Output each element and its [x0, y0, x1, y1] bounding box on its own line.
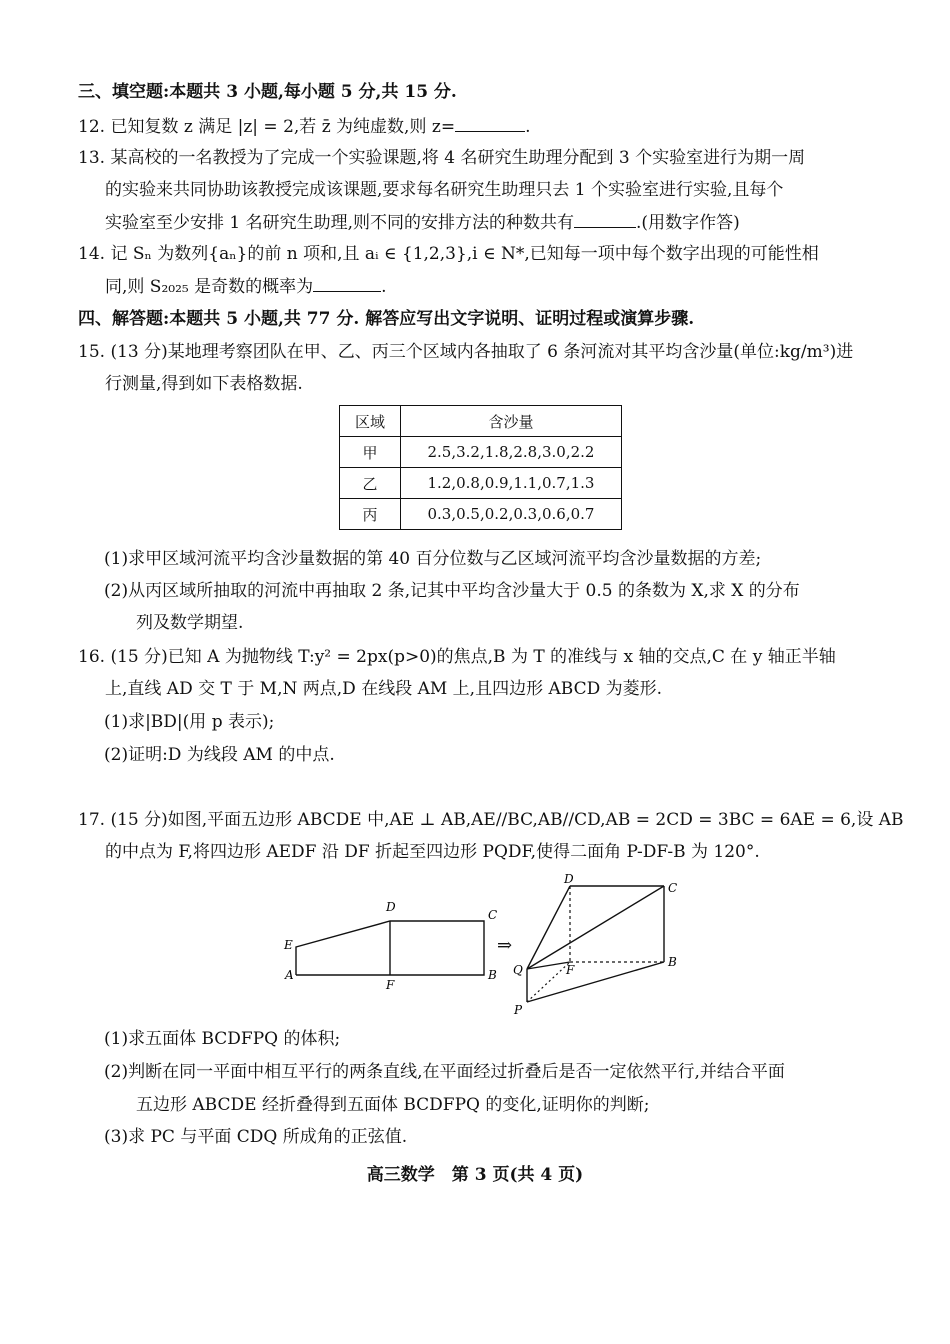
q13-line2: 的实验来共同协助该教授完成该课题,要求每名研究生助理只去 1 个实验室进行实验,且每个: [105, 180, 784, 200]
section4-heading: 四、解答题:本题共 5 小题,共 77 分. 解答应写出文字说明、证明过程或演算步骤.: [78, 309, 695, 329]
table-header: 含沙量: [401, 406, 622, 437]
label-d: D: [386, 900, 396, 914]
q17-line2: 的中点为 F,将四边形 AEDF 沿 DF 折起至四边形 PQDF,使得二面角 P-DF-B 为 120°.: [105, 842, 760, 862]
q17-part2a: (2)判断在同一平面中相互平行的两条直线,在平面经过折叠后是否一定依然平行,并结合平面: [104, 1062, 785, 1082]
q14-line2b: .: [381, 277, 387, 297]
question-12: [78, 114, 530, 139]
q13-line1: 13. 某高校的一名教授为了完成一个实验课题,将 4 名研究生助理分配到 3 个实验室进行为期一周: [78, 148, 806, 168]
answer-blank: [574, 210, 636, 228]
q16-part1: (1)求|BD|(用 p 表示);: [104, 712, 275, 732]
label-f: F: [566, 963, 575, 977]
q15-part2b: 列及数学期望.: [136, 613, 244, 633]
q16-line2: 上,直线 AD 交 T 于 M,N 两点,D 在线段 AM 上,且四边形 ABCD 为菱形.: [105, 679, 663, 699]
edge-qc: [527, 886, 664, 969]
q17-part1: (1)求五面体 BCDFPQ 的体积;: [104, 1029, 341, 1049]
q15-part1: (1)求甲区域河流平均含沙量数据的第 40 百分位数与乙区域河流平均含沙量数据的方差;: [104, 549, 762, 569]
q16-part2: (2)证明:D 为线段 AM 的中点.: [104, 745, 335, 765]
table-cell: 乙: [340, 468, 401, 499]
q13-line3b: .(用数字作答): [636, 213, 740, 233]
label-e: E: [284, 938, 293, 952]
q14-line1: 14. 记 Sₙ 为数列{aₙ}的前 n 项和,且 aᵢ ∈ {1,2,3},i ∈ N*,已知每一项中每个数字出现的可能性相: [78, 244, 819, 264]
table-cell: 丙: [340, 499, 401, 530]
q17-line1: 17. (15 分)如图,平面五边形 ABCDE 中,AE ⊥ AB,AE//BC,AB//CD,AB = 2CD = 3BC = 6AE = 6,设 AB: [78, 810, 904, 830]
answer-blank: [455, 114, 525, 132]
q14-line2: [105, 274, 387, 299]
q14-line2a: 同,则 S₂₀₂₅ 是奇数的概率为: [105, 277, 314, 297]
table-cell: 0.3,0.5,0.2,0.3,0.6,0.7: [401, 499, 622, 530]
table-row: [340, 499, 622, 530]
label-c: C: [488, 908, 498, 922]
q15-line2: 行测量,得到如下表格数据.: [105, 374, 303, 394]
q13-line3: [105, 210, 740, 235]
q12-text: 12. 已知复数 z 满足 |z| = 2,若 z̄ 为纯虚数,则 z=: [78, 117, 456, 137]
table-cell: 1.2,0.8,0.9,1.1,0.7,1.3: [401, 468, 622, 499]
table-cell: 甲: [340, 437, 401, 468]
table-row: [340, 437, 622, 468]
label-b: B: [668, 955, 677, 969]
table-header: 区域: [340, 406, 401, 437]
label-d: D: [564, 872, 574, 886]
label-b: B: [488, 968, 497, 982]
q15-line1: 15. (13 分)某地理考察团队在甲、乙、丙三个区域内各抽取了 6 条河流对其平均含沙量(单位:kg/m³)进: [78, 342, 854, 362]
pentagon-figure: [280, 895, 500, 990]
label-q: Q: [513, 963, 523, 977]
label-c: C: [668, 881, 678, 895]
table-header-row: [340, 406, 622, 437]
q17-part2b: 五边形 ABCDE 经折叠得到五面体 BCDFPQ 的变化,证明你的判断;: [136, 1095, 650, 1115]
q15-part2a: (2)从丙区域所抽取的河流中再抽取 2 条,记其中平均含沙量大于 0.5 的条数为 X,求 X 的分布: [104, 581, 800, 601]
fold-arrow-icon: ⇒: [497, 935, 513, 956]
q16-line1: 16. (15 分)已知 A 为抛物线 T:y² = 2px(p>0)的焦点,B 为 T 的准线与 x 轴的交点,C 在 y 轴正半轴: [78, 647, 836, 667]
q13-line3a: 实验室至少安排 1 名研究生助理,则不同的安排方法的种数共有: [105, 213, 575, 233]
label-f: F: [386, 978, 395, 990]
label-a: A: [285, 968, 294, 982]
q12-end: .: [525, 117, 531, 137]
table-cell: 2.5,3.2,1.8,2.8,3.0,2.2: [401, 437, 622, 468]
section3-heading: 三、填空题:本题共 3 小题,每小题 5 分,共 15 分.: [78, 82, 457, 102]
table-row: [340, 468, 622, 499]
edge-pb: [527, 962, 664, 1002]
polyhedron-figure: [508, 870, 688, 1018]
answer-blank: [313, 274, 381, 292]
page-footer: 高三数学 第 3 页(共 4 页): [366, 1165, 584, 1185]
label-p: P: [514, 1003, 523, 1017]
sediment-table: [339, 405, 622, 530]
q17-part3: (3)求 PC 与平面 CDQ 所成角的正弦值.: [104, 1127, 408, 1147]
